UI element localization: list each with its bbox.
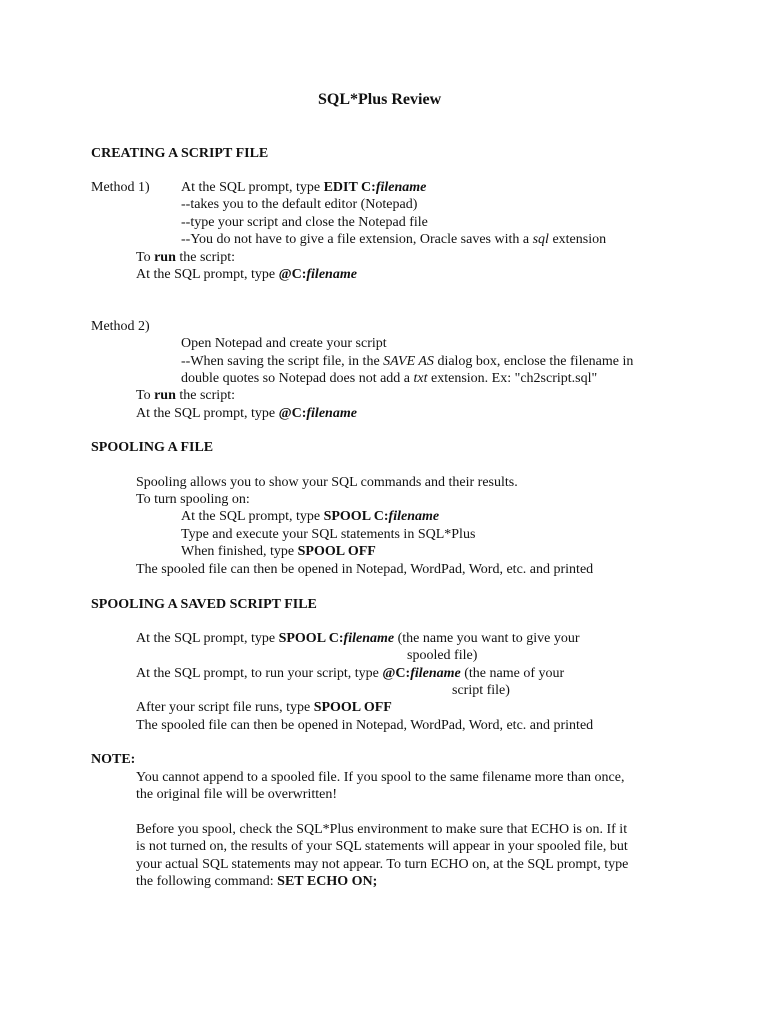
saved-script-line-4: The spooled file can then be opened in Notepad, WordPad, Word, etc. and printed [136, 718, 594, 733]
note-heading: NOTE: [91, 752, 136, 767]
method-1-label: Method 1) [91, 180, 150, 195]
saved-script-line-3: After your script file runs, type SPOOL OFF [136, 700, 392, 715]
spooling-turn-on: To turn spooling on: [136, 492, 250, 507]
saved-script-line-2: At the SQL prompt, to run your script, type @C:filename (the name of your [136, 666, 565, 681]
method-1-line-4: --You do not have to give a file extension, Oracle saves with a sql extension [181, 232, 607, 247]
method-1-line-1: At the SQL prompt, type EDIT C:filename [181, 180, 427, 195]
method-1-line-3: --type your script and close the Notepad file [181, 215, 428, 230]
spooling-intro: Spooling allows you to show your SQL commands and their results. [136, 475, 518, 490]
saved-script-line-1-continued: spooled file) [407, 648, 478, 663]
note-paragraph-2-line-3: your actual SQL statements may not appear. To turn ECHO on, at the SQL prompt, type [136, 857, 629, 872]
note-paragraph-2-line-2: is not turned on, the results of your SQL statements will appear in your spooled file, but [136, 839, 628, 854]
section-heading-creating-script: CREATING A SCRIPT FILE [91, 146, 269, 161]
saved-script-line-2-continued: script file) [452, 683, 510, 698]
page-title: SQL*Plus Review [318, 91, 442, 108]
method-2-line-3: double quotes so Notepad does not add a txt extension. Ex: "ch2script.sql" [181, 371, 598, 386]
note-paragraph-2-line-4: the following command: SET ECHO ON; [136, 874, 378, 889]
section-heading-spooling-file: SPOOLING A FILE [91, 440, 214, 455]
spooling-result: The spooled file can then be opened in Notepad, WordPad, Word, etc. and printed [136, 562, 594, 577]
section-heading-spooling-saved-script: SPOOLING A SAVED SCRIPT FILE [91, 597, 317, 612]
method-2-line-1: Open Notepad and create your script [181, 336, 387, 351]
method-1-line-2: --takes you to the default editor (Notepad) [181, 197, 418, 212]
method-2-at-line: At the SQL prompt, type @C:filename [136, 406, 357, 421]
method-2-line-2: --When saving the script file, in the SAVE AS dialog box, enclose the filename in [181, 354, 634, 369]
method-2-run-line: To run the script: [136, 388, 235, 403]
method-1-run-line: To run the script: [136, 250, 235, 265]
note-paragraph-1-line-2: the original file will be overwritten! [136, 787, 337, 802]
method-2-label: Method 2) [91, 319, 150, 334]
spooling-step-1: At the SQL prompt, type SPOOL C:filename [181, 509, 440, 524]
note-paragraph-1-line-1: You cannot append to a spooled file. If you spool to the same filename more than once, [136, 770, 625, 785]
spooling-step-3: When finished, type SPOOL OFF [181, 544, 376, 559]
saved-script-line-1: At the SQL prompt, type SPOOL C:filename (the name you want to give your [136, 631, 580, 646]
spooling-step-2: Type and execute your SQL statements in SQL*Plus [181, 527, 476, 542]
note-paragraph-2-line-1: Before you spool, check the SQL*Plus environment to make sure that ECHO is on. If it [136, 822, 628, 837]
method-1-at-line: At the SQL prompt, type @C:filename [136, 267, 357, 282]
